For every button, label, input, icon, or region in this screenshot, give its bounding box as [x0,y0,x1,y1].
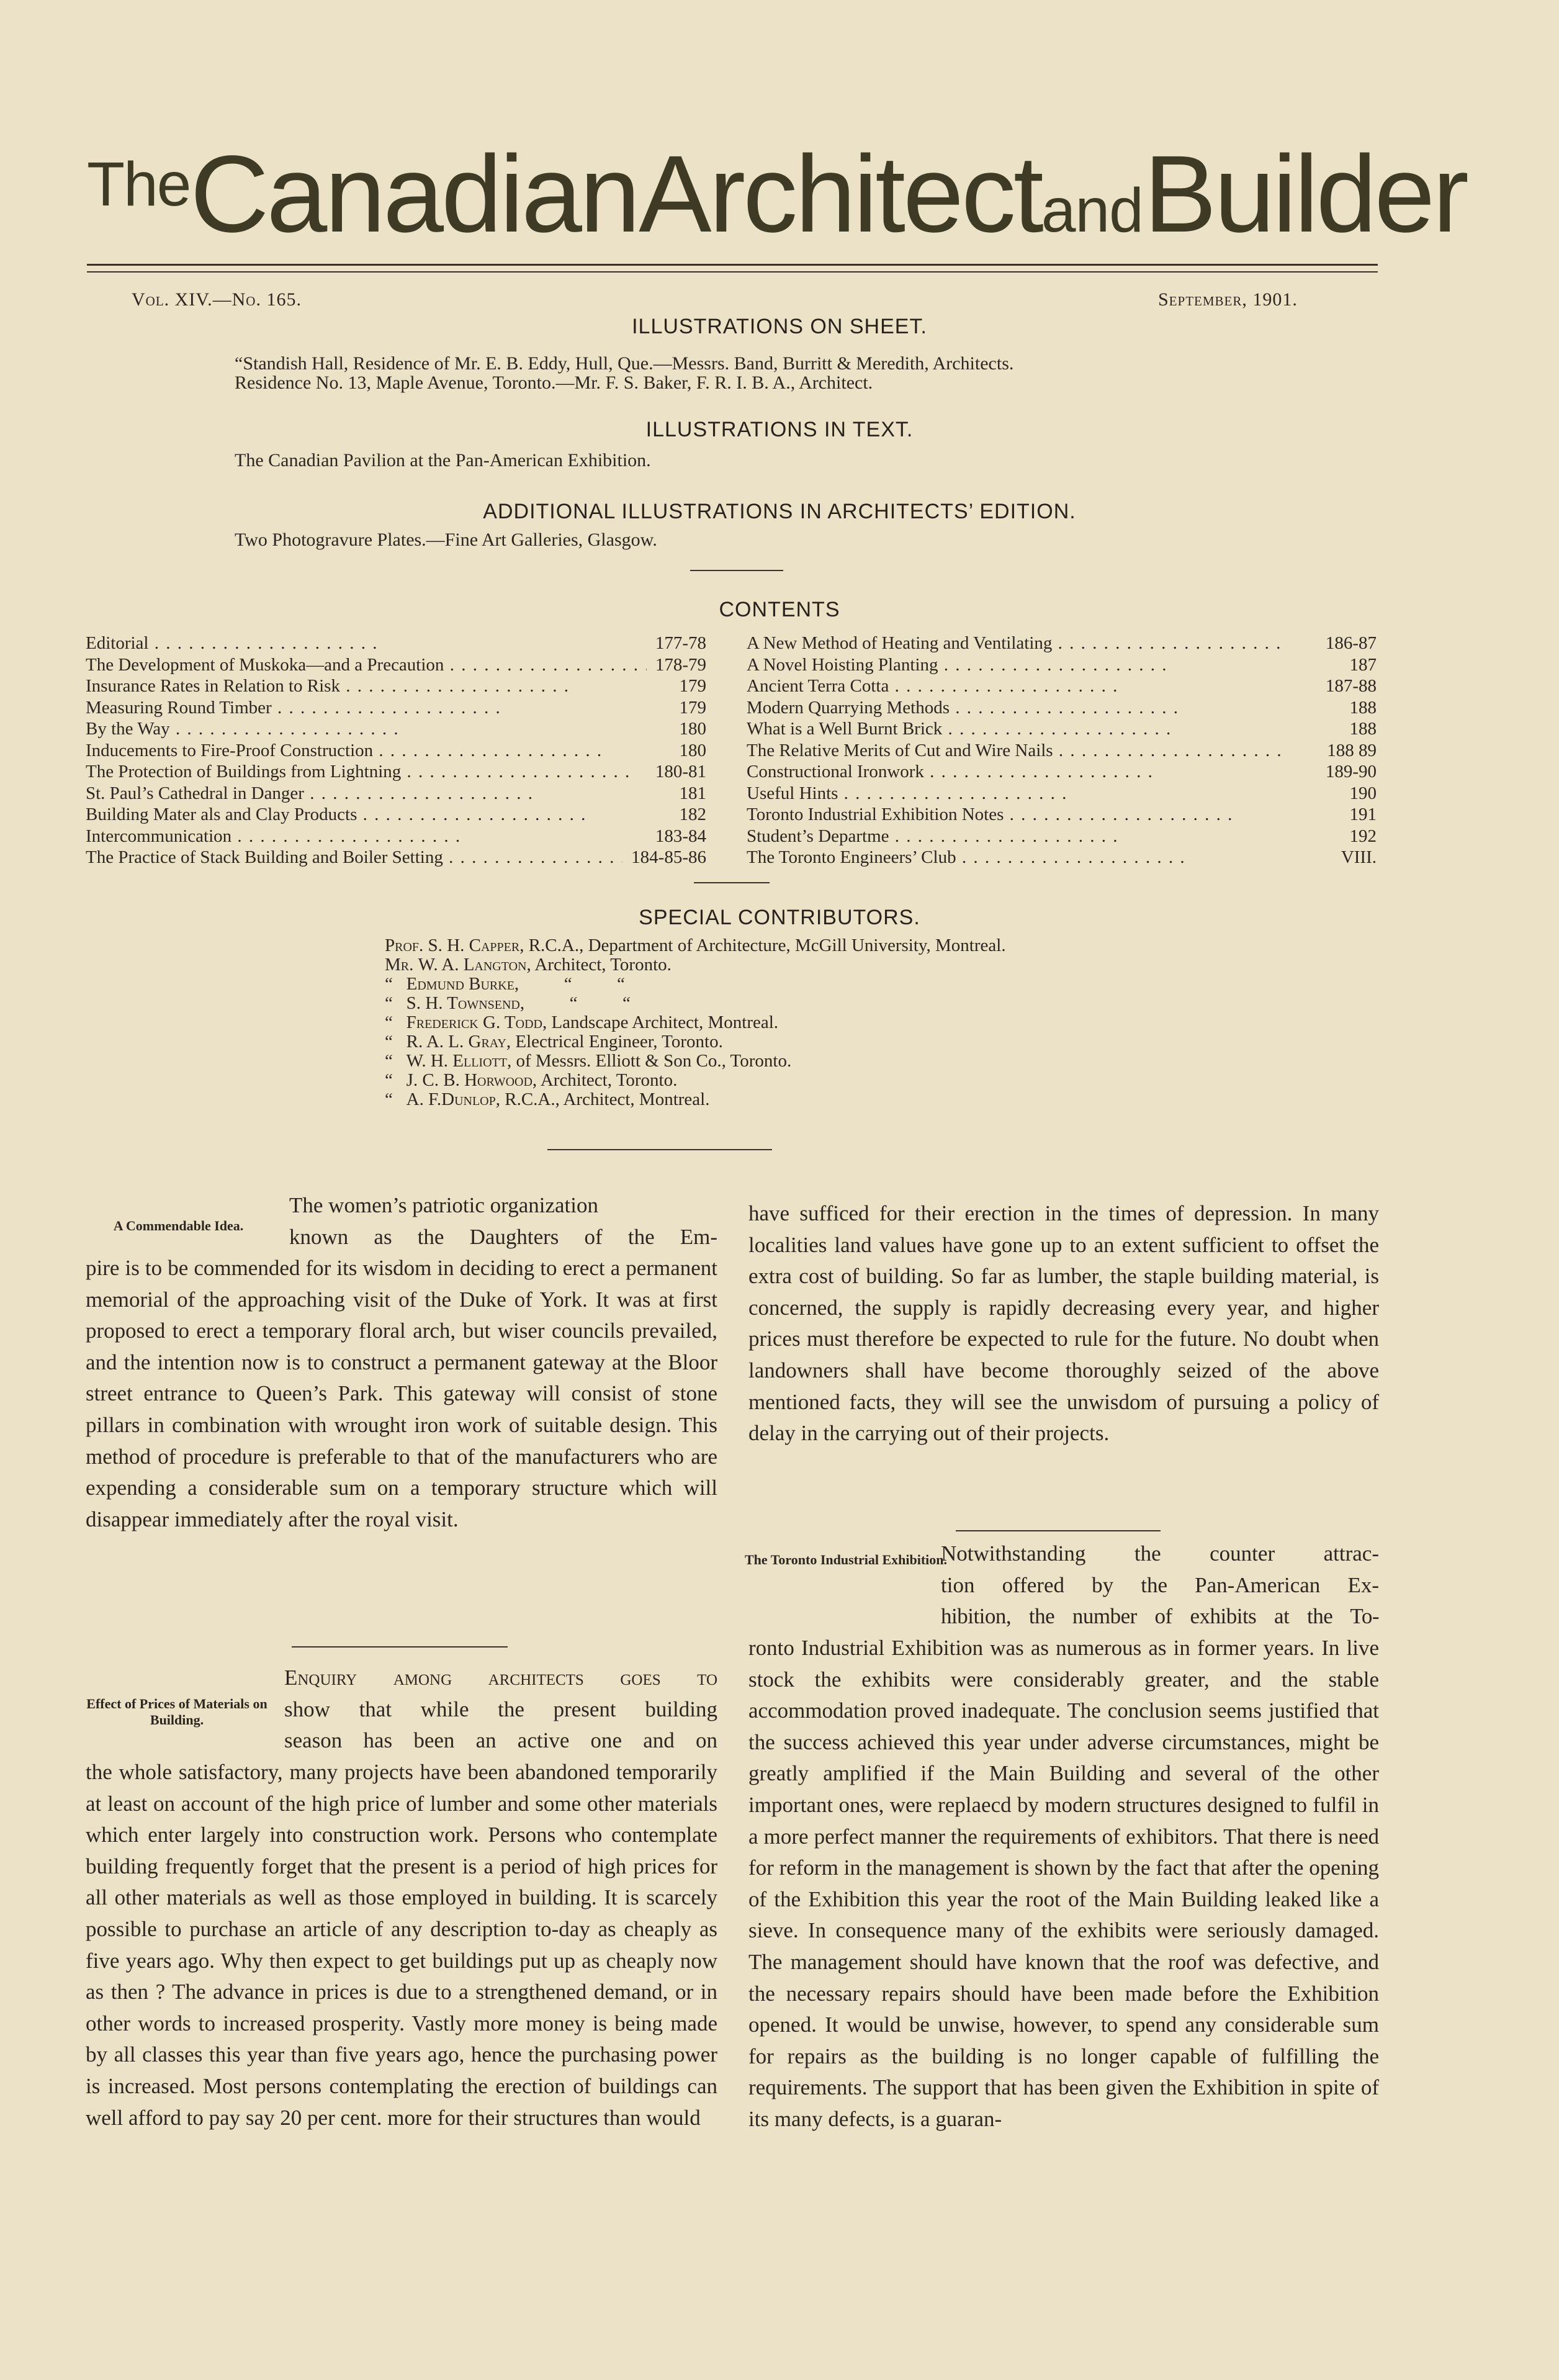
illustrations-text-heading: ILLUSTRATIONS IN TEXT. [645,418,914,441]
masthead-and: and [1041,176,1143,245]
contents-entry-pages: 190 [1349,783,1377,803]
contents-entry-pages: 177-78 [655,633,706,653]
contents-entry-pages: 187 [1349,654,1377,675]
illustrations-text-line: The Canadian Pavilion at the Pan-American Exhibition. [235,450,651,471]
additional-illustrations-heading: ADDITIONAL ILLUSTRATIONS IN ARCHITECTS’ EDITION. [483,500,1076,523]
divider [292,1646,508,1648]
contents-entry-title: What is a Well Burnt Brick . . [747,718,1172,740]
article-exhibition-body: ronto Industrial Exhibition was as numerous as in former years. In live stock the exhibits were considerably greater, and the stable accommodation proved inadequate. The conclusion seems justified that the success achieved this year under adverse circumstances, might be greatly amplified if the Main Building and several of the other important ones, were replaecd by modern structures designed to fulfil in a more perfect manner the requirements of exhibitors. That there is need for reform in the management is shown by the fact that after the opening of the Exhibition this year the root of the Main Building leaked like a sieve. In consequence many of the exhibits were seriously damaged. The management should have known that the roof was defective, and the necessary repairs should have been made before the Exhibition opened. It would be unwise, however, to spend any considerable sum for repairs as the building is no longer capable of fulfilling the requirements. The support that has been given the Exhibition in spite of its many defects, is a guaran- [748,1636,1379,2131]
contents-entry-pages: 182 [679,805,706,824]
masthead-rule-top [87,264,1378,266]
contents-entry-pages: 179 [679,697,706,718]
contents-entry [86,783,706,805]
contents-entry-pages: 179 [679,676,706,696]
contents-entry-pages: 188 [1349,697,1377,718]
masthead-rule-bottom [87,271,1378,273]
contents-entry [86,761,706,783]
contents-entry-title: Measuring Round Timber . . [86,697,501,719]
contents-entry-pages: 184-85-86 [631,847,706,867]
contributor-line: “ W. H. Elliott, of Messrs. Elliott & Son Co., Toronto. [385,1051,792,1071]
contents-entry [747,740,1377,762]
contents-entry [86,697,706,719]
side-heading-commendable: A Commendable Idea. [113,1218,244,1233]
contents-entry-pages: 186-87 [1325,633,1377,653]
side-heading-exhibition: The Toronto Industrial Exhibition. [744,1552,948,1567]
contributor-line: “ J. C. B. Horwood, Architect, Toronto. [385,1070,678,1090]
contents-entry [86,654,706,676]
divider [690,570,783,571]
contents-entry [86,740,706,762]
contents-entry [86,633,706,654]
contents-entry [86,826,706,847]
contents-entry-title: By the Way . . [86,718,400,740]
contents-entry-title: Insurance Rates in Relation to Risk . . [86,675,570,697]
side-heading-prices: Effect of Prices of Materials on Building. [86,1696,267,1728]
illustrations-sheet-line: Residence No. 13, Maple Avenue, Toronto.—Mr. F. S. Baker, F. R. I. B. A., Architect. [235,372,873,393]
contents-entry [747,826,1377,847]
contributor-line: “ Edmund Burke, “ “ [385,974,625,994]
contents-entry [747,654,1377,676]
contributor-line: Mr. W. A. Langton, Architect, Toronto. [385,955,672,975]
contents-entry [747,633,1377,654]
contents-entry [86,675,706,697]
contents-entry-title: Student’s Departme . . [747,826,1119,847]
contents-heading: CONTENTS [719,598,840,621]
contents-entry-title: Building Mater als and Clay Products . . [86,804,586,826]
contents-entry-pages: 188 [1349,719,1377,739]
contents-entry-pages: 178-79 [655,654,706,675]
article-prices-continued: have sufficed for their erection in the times of depression. In many localities land values have gone up to an extent sufficient to offset the extra cost of building. So far as lumber, the staple building material, is concerned, the supply is rapidly decreasing every year, and higher prices must therefore be expected to rule for the future. No doubt when landowners shall have become thoroughly seized of the above mentioned facts, they will see the unwisdom of pursuing a policy of delay in the carrying out of their projects. [748,1201,1379,1446]
contents-entry [747,697,1377,719]
contents-entry-pages: 192 [1349,826,1377,846]
issue-date: September, 1901. [1158,289,1298,310]
contents-entry [747,761,1377,783]
contents-entry-pages: 181 [679,783,706,803]
masthead-the: The [87,150,191,219]
contributor-line: “ Frederick G. Todd, Landscape Architect, Montreal. [385,1012,779,1032]
contents-entry-title: Useful Hints . . [747,783,1067,805]
article-exhibition-lead: Notwithstanding the counter attrac- tion offered by the Pan-American Ex- hibition, the number of exhibits at the To- [941,1541,1379,1629]
contents-entry-title: A New Method of Heating and Ventilating . . [747,633,1282,654]
contents-entry-pages: 188 89 [1327,740,1377,760]
volume-number: Vol. XIV.—No. 165. [132,289,302,310]
contents-right-column [747,633,1377,868]
article-prices-lead: Enquiry among architects goes to show that while the present building season has been an active one and on [284,1666,717,1753]
contents-entry-title: The Practice of Stack Building and Boiler Setting . . [86,847,622,868]
contents-entry-title: Intercommunication . . [86,826,461,847]
contributor-line: “ S. H. Townsend, “ “ [385,993,631,1013]
contents-entry-title: The Relative Merits of Cut and Wire Nails . . [747,740,1283,762]
contents-entry [747,675,1377,697]
contents-entry-pages: 187-88 [1325,676,1377,696]
contents-entry-pages: 180-81 [655,762,706,782]
contents-entry-title: St. Paul’s Cathedral in Danger . . [86,783,534,805]
masthead-builder: Builder [1144,133,1467,255]
contributors-list [385,936,1006,1109]
contents-entry-title: Toronto Industrial Exhibition Notes . . [747,804,1233,826]
divider [694,882,770,883]
contents-entry-pages: 189-90 [1325,762,1377,782]
contents-entry-pages: 183-84 [655,826,706,846]
contributor-line: “ A. F.Dunlop, R.C.A., Architect, Montreal. [385,1089,710,1109]
contents-entry [747,804,1377,826]
contents-entry [86,718,706,740]
contents-entry-title: Inducements to Fire-Proof Construction . . [86,740,603,762]
contents-entry [86,804,706,826]
illustrations-sheet-heading: ILLUSTRATIONS ON SHEET. [632,315,927,338]
contents-entry-title: The Toronto Engineers’ Club . . [747,847,1186,868]
contents-entry-title: A Novel Hoisting Planting . . [747,654,1168,676]
divider [547,1149,772,1150]
contents-entry [747,783,1377,805]
contents-entry [86,847,706,868]
masthead-architect: Architect [639,133,1041,255]
article-commendable-body: pire is to be commended for its wisdom in deciding to erect a permanent memorial of the approaching visit of the Duke of York. It was at first proposed to erect a temporary floral arch, but wiser councils prevailed, and the intention now is to construct a permanent gateway at the Bloor street entrance to Queen’s Park. This gateway will consist of stone pillars in combination with wrought iron work of suitable design. This method of procedure is preferable to that of the manufacturers who are expending a considerable sum on a temporary structure which will disappear immediately after the royal visit. [86,1256,717,1531]
contents-left-column [86,633,706,868]
contents-entry-title: Editorial . . [86,633,378,654]
divider [956,1530,1161,1531]
article-prices-body: the whole satisfactory, many projects have been abandoned temporarily at least on account of the high price of lumber and some other materials which enter largely into construction work. Persons who contemplate building frequently forget that the present is a period of high prices for all other materials as well as those employed in building. It is scarcely possible to purchase an article of any description to-day as cheaply as five years ago. Why then expect to get buildings put up as cheaply now as then ? The advance in prices is due to a strengthened demand, or in other words to increased prosperity. Vastly more money is being made by all classes this year than five years ago, hence the purchasing power is increased. Most persons contemplating the erection of buildings can well afford to pay say 20 per cent. more for their structures than would [86,1760,717,2130]
contents-entry-pages: 191 [1349,805,1377,824]
illustrations-sheet-line: “Standish Hall, Residence of Mr. E. B. Eddy, Hull, Que.—Messrs. Band, Burritt & Meredith, Architects. [235,353,1014,374]
contents-entry-title: The Development of Muskoka—and a Precaution . . [86,654,647,676]
contents-entry-pages: 180 [679,740,706,760]
contributor-line: “ R. A. L. Gray, Electrical Engineer, Toronto. [385,1032,723,1052]
contents-entry [747,847,1377,868]
contents-entry-title: Constructional Ironwork . . [747,761,1154,783]
article-commendable-lead: The women’s patriotic organization known as the Daughters of the Em- [289,1193,717,1249]
contents-entry-title: The Protection of Buildings from Lightning . . [86,761,631,783]
contents-entry-pages: 180 [679,719,706,739]
contents-entry-title: Ancient Terra Cotta . . [747,675,1118,697]
contributor-line: Prof. S. H. Capper, R.C.A., Department of Architecture, McGill University, Montreal. [385,935,1006,955]
contents-entry-title: Modern Quarrying Methods . . [747,697,1179,719]
contents-entry [747,718,1377,740]
masthead-canadian: Canadian [190,133,638,255]
contents-entry-pages: VIII. [1341,847,1377,867]
contributors-heading: SPECIAL CONTRIBUTORS. [639,906,920,929]
masthead [87,133,1467,255]
additional-illustrations-line: Two Photogravure Plates.—Fine Art Galleries, Glasgow. [235,530,657,550]
